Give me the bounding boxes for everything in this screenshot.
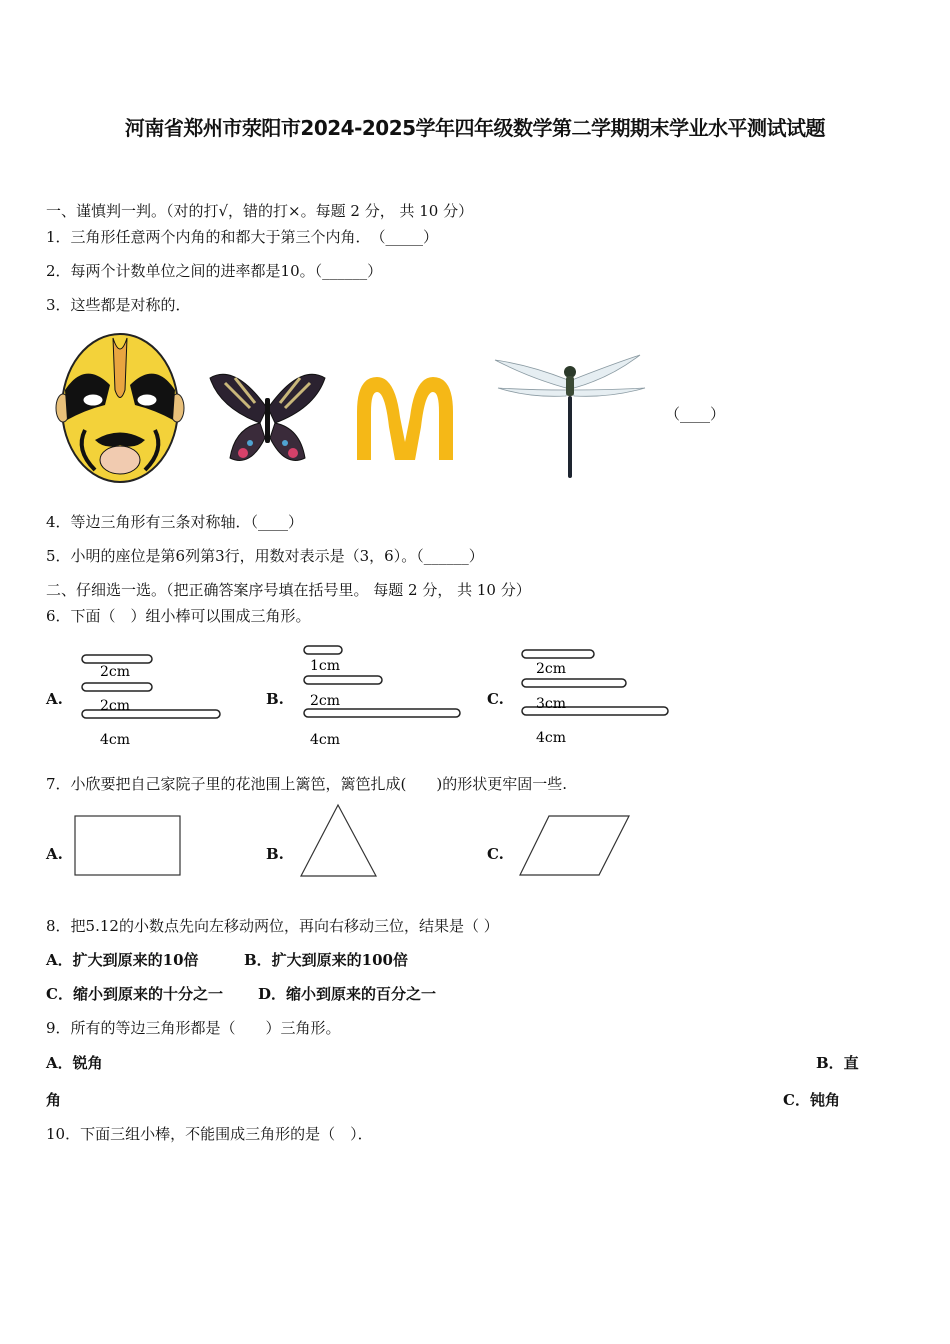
q6-c-stick-3-label: 4cm: [536, 730, 567, 746]
dragonfly-image: [490, 350, 650, 485]
question-4: 4．等边三角形有三条对称轴．（____）: [46, 513, 304, 531]
q6-option-c-sticks: [520, 646, 675, 750]
question-3: 3．这些都是对称的．: [46, 296, 191, 314]
question-10: 10．下面三组小棒，不能围成三角形的是（ ）．: [46, 1125, 373, 1143]
question-2: 2．每两个计数单位之间的进率都是10。（______）: [46, 262, 383, 280]
q9-option-a[interactable]: A．锐角: [46, 1054, 103, 1072]
q6-a-stick-3-label: 4cm: [100, 732, 131, 748]
triangle-shape: [300, 804, 378, 878]
parallelogram-shape: [519, 815, 631, 877]
q7-option-a-label[interactable]: A.: [46, 845, 63, 863]
question-6: 6．下面（ ）组小棒可以围成三角形。: [46, 607, 311, 625]
rectangle-shape: [74, 815, 182, 877]
q8-option-a[interactable]: A．扩大到原来的10倍: [46, 951, 199, 969]
q6-c-stick-1-label: 2cm: [536, 661, 567, 677]
mcdonalds-logo-image: [355, 372, 455, 462]
q9-option-b-continued[interactable]: 角: [46, 1091, 62, 1109]
q6-option-a-sticks: [80, 650, 230, 750]
q6-b-stick-3-label: 4cm: [310, 732, 341, 748]
section-1-heading: 一、谨慎判一判。（对的打√，错的打×。每题 2 分， 共 10 分）: [46, 202, 474, 220]
page-title: 河南省郑州市荥阳市2024-2025学年四年级数学第二学期期末学业水平测试试题: [124, 116, 826, 140]
q8-option-b[interactable]: B．扩大到原来的100倍: [244, 951, 408, 969]
q6-option-a-label[interactable]: A.: [46, 690, 63, 708]
q7-option-b-label[interactable]: B.: [266, 845, 284, 863]
opera-mask-image: [55, 330, 185, 485]
question-5: 5．小明的座位是第6列第3行，用数对表示是（3，6）。（______）: [46, 547, 484, 565]
q6-c-stick-2-label: 3cm: [536, 696, 567, 712]
q6-b-stick-1-label: 1cm: [310, 658, 341, 674]
section-2-heading: 二、仔细选一选。（把正确答案序号填在括号里。 每题 2 分， 共 10 分）: [46, 581, 531, 599]
q6-b-stick-2-label: 2cm: [310, 693, 341, 709]
q9-option-b[interactable]: B．直: [816, 1054, 859, 1072]
q6-a-stick-2-label: 2cm: [100, 698, 131, 714]
question-8: 8．把5.12的小数点先向左移动两位，再向右移动三位，结果是（ ）: [46, 917, 499, 935]
question-1: 1．三角形任意两个内角的和都大于第三个内角． （_____）: [46, 228, 439, 246]
q9-option-c[interactable]: C．钝角: [783, 1091, 840, 1109]
q7-option-c-label[interactable]: C.: [487, 845, 504, 863]
q6-option-c-label[interactable]: C.: [487, 690, 504, 708]
q8-option-d[interactable]: D．缩小到原来的百分之一: [258, 985, 437, 1003]
question-7: 7．小欣要把自己家院子里的花池围上篱笆，篱笆扎成( )的形状更牢固一些.: [46, 775, 568, 793]
q6-option-b-label[interactable]: B.: [266, 690, 284, 708]
q6-option-b-sticks: [302, 643, 467, 751]
question-3-answer-blank[interactable]: （____）: [665, 405, 726, 423]
question-9: 9．所有的等边三角形都是（ ）三角形。: [46, 1019, 341, 1037]
butterfly-image: [205, 368, 330, 473]
q8-option-c[interactable]: C．缩小到原来的十分之一: [46, 985, 223, 1003]
q6-a-stick-1-label: 2cm: [100, 664, 131, 680]
